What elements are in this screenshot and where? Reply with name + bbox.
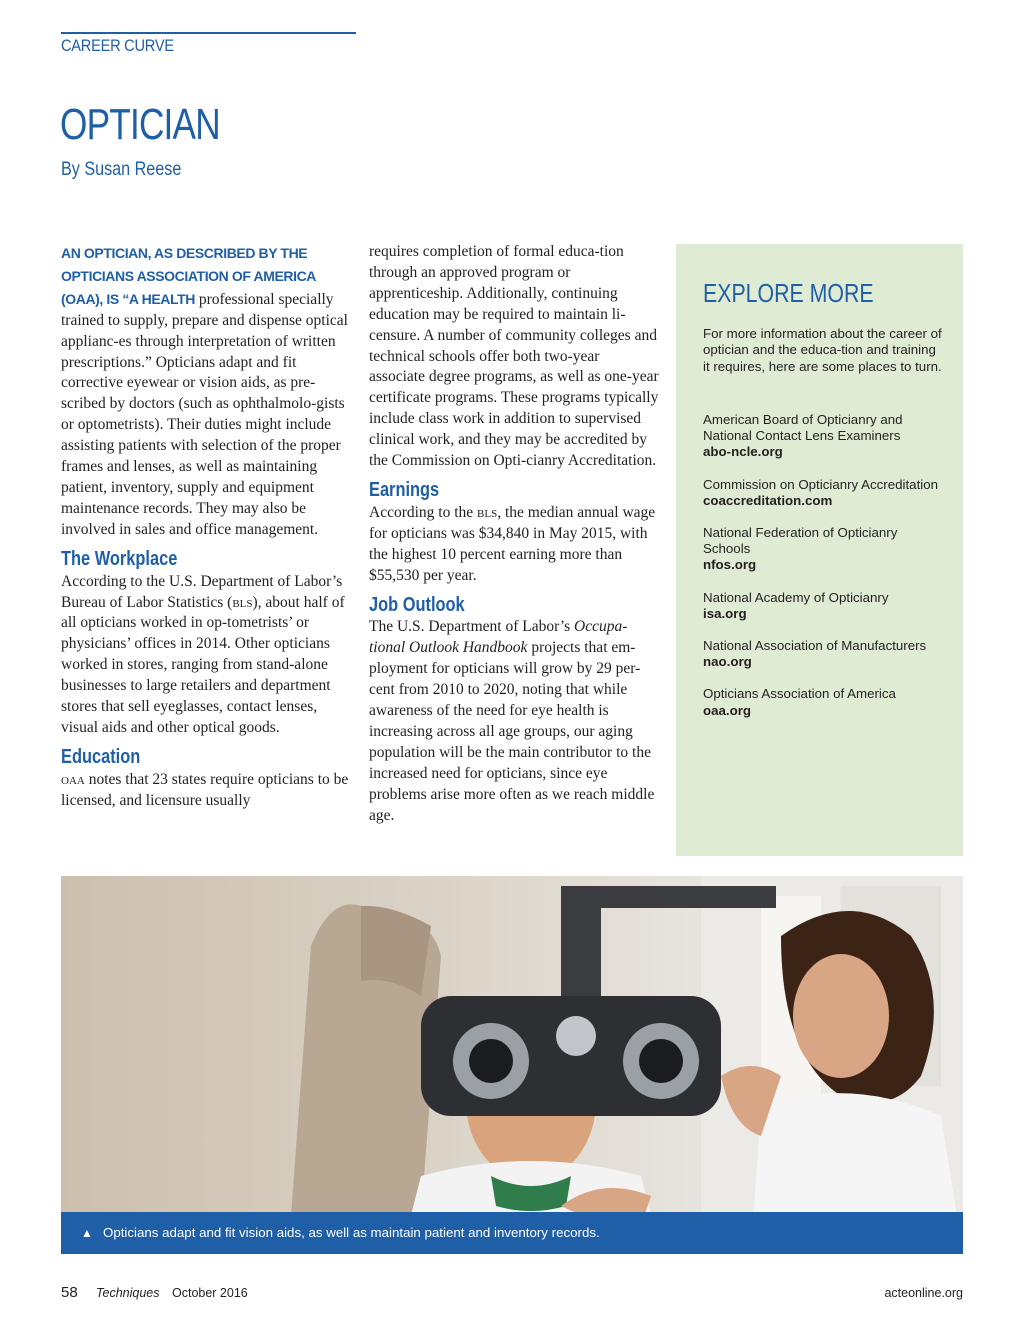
column-2 [369, 242, 659, 826]
magazine-name: Techniques [96, 1286, 160, 1300]
resource-link[interactable]: nao.org [703, 654, 752, 670]
column-1 [61, 242, 351, 812]
header-rule [61, 32, 356, 34]
resource-item [703, 686, 943, 718]
triangle-up-icon: ▲ [81, 1226, 93, 1240]
resource-item [703, 477, 943, 509]
page-number: 58 [61, 1284, 78, 1301]
resource-item [703, 525, 943, 574]
resource-list [703, 412, 943, 735]
website-link[interactable]: acteonline.org [884, 1286, 963, 1300]
heading-workplace: The Workplace [61, 547, 178, 570]
sidebar-title: EXPLORE MORE [703, 278, 874, 308]
resource-name: American Board of Opticianry and National Contact Lens Examiners [703, 412, 903, 444]
heading-job-outlook: Job Outlook [369, 593, 465, 616]
byline: By Susan Reese [61, 159, 182, 180]
education-paragraph: oaa notes that 23 states require opticians to be licensed, and licensure usually [61, 770, 349, 809]
intro-text: professional specially trained to supply, prepare and dispense optical applianc-es through interpretation of written prescriptions.” Opticians adapt and fit corrective eyewear or vision aids, as pre-scribed by doctors (such as ophthalmolo-gists or optometrists). Their duties might include assisting patients with selection of the proper frames and lenses, as well as maintaining patient, inventory, supply and equipment maintenance records. They may also be involved in sales and office management. [61, 290, 348, 538]
resource-name: National Academy of Opticianry [703, 589, 889, 605]
resource-item [703, 412, 943, 461]
resource-name: Opticians Association of America [703, 686, 896, 702]
earnings-paragraph: According to the bls, the median annual wage for opticians was $34,840 in May 2015, with the highest 10 percent earning more than $55,530 per year. [369, 503, 656, 584]
resource-link[interactable]: nfos.org [703, 557, 757, 573]
resource-name: National Association of Manufacturers [703, 638, 927, 654]
photo-illustration [61, 876, 963, 1254]
explore-more-sidebar [676, 244, 963, 856]
education-continued: requires completion of formal educa-tion through an approved program or apprenticeship. Additionally, continuing education may be required to maintain li-censure. A number of community colleges and technical schools offer both two-year associate degree programs, as well as one-year certificate programs. These programs typically include class work in addition to supervised clinical work, and they may be accredited by the Commission on Opti-cianry Accreditation. [369, 243, 659, 470]
section-label: CAREER CURVE [61, 36, 174, 55]
resource-link[interactable]: isa.org [703, 605, 747, 621]
issue-date: October 2016 [172, 1286, 248, 1300]
resource-link[interactable]: abo-ncle.org [703, 444, 783, 460]
heading-earnings: Earnings [369, 478, 440, 501]
resource-link[interactable]: oaa.org [703, 702, 752, 718]
lead-paragraph [61, 242, 351, 541]
resource-item [703, 590, 943, 622]
resource-link[interactable]: coaccreditation.com [703, 492, 833, 508]
resource-name: Commission on Opticianry Accreditation [703, 476, 939, 492]
caption-text: Opticians adapt and fit vision aids, as well as maintain patient and inventory records. [103, 1225, 600, 1240]
article-title: OPTICIAN [60, 100, 220, 149]
resource-name: National Federation of Opticianry Schools [703, 525, 898, 557]
photo-caption [61, 1212, 963, 1254]
lead-caps: AN OPTICIAN, AS DESCRIBED BY THE OPTICIANS ASSOCIATION OF AMERICA (OAA), IS “A HEALTH [61, 245, 316, 307]
heading-education: Education [61, 745, 141, 768]
sidebar-intro: For more information about the career of optician and the educa-tion and training it requires, here are some places to turn. [703, 326, 942, 374]
optician-photo [61, 876, 963, 1254]
workplace-paragraph: According to the U.S. Department of Labor’s Bureau of Labor Statistics (bls), about half of all opticians worked in op-tometrists’ or physicians’ offices in 2014. Other opticians worked in stores, ranging from stand-alone businesses to large retailers and department stores that sell eyeglasses, contact lenses, visual aids and other optical goods. [61, 572, 345, 736]
resource-item [703, 638, 943, 670]
outlook-paragraph: The U.S. Department of Labor’s Occupa-tional Outlook Handbook projects that em-ployment for opticians will grow by 29 per-cent from 2010 to 2020, noting that while awareness of the need for eye health is increasing across all age groups, our aging population will be the main contributor to the increased need for opticians, since eye problems arise more often as we reach middle age. [369, 618, 655, 824]
